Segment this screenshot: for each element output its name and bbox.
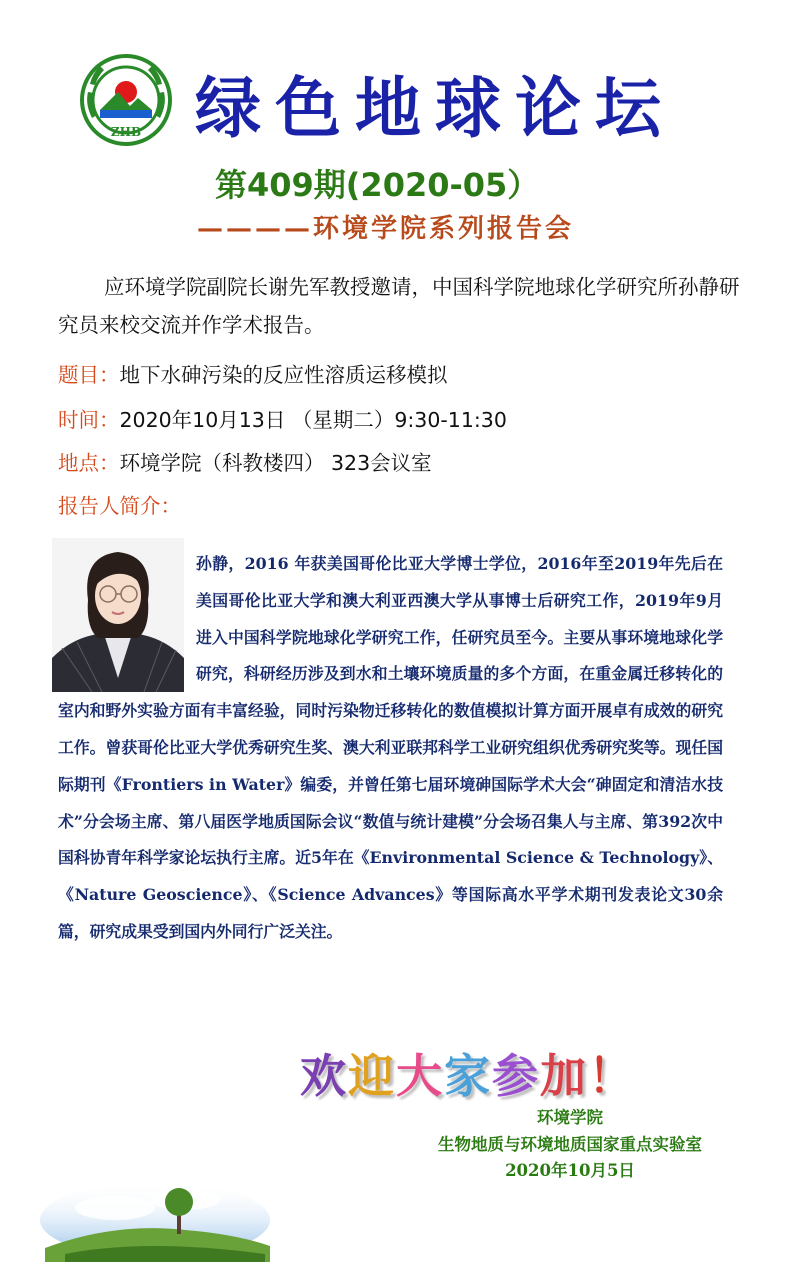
intro-paragraph — [58, 268, 748, 344]
time-label: 时间： — [58, 408, 120, 432]
place-label: 地点： — [58, 451, 120, 475]
welcome-banner — [300, 1040, 636, 1106]
topic-value: 地下水砷污染的反应性溶质运移模拟 — [119, 363, 448, 387]
zhb-logo — [80, 52, 172, 148]
time-line — [58, 403, 507, 433]
place-line — [58, 446, 432, 476]
signature-org-1: 环境学院 — [537, 1108, 603, 1127]
page-title: 绿色地球论坛 — [195, 69, 675, 147]
series-subtitle: ————环境学院系列报告会 — [197, 214, 575, 244]
signature-org-2: 生物地质与环境地质国家重点实验室 — [438, 1135, 702, 1154]
topic-label: 题目： — [58, 363, 120, 387]
landscape-decoration — [35, 1150, 275, 1262]
issue-number: 第409期(2020-05） — [215, 166, 540, 204]
welcome-char: 家 — [444, 1049, 492, 1103]
signature-date: 2020年10月5日 — [505, 1161, 635, 1180]
intro-text: 应环境学院副院长谢先军教授邀请，中国科学院地球化学研究所孙静研究员来校交流并作学术报告。 — [58, 275, 740, 337]
welcome-char: ！ — [588, 1049, 636, 1103]
welcome-char: 加 — [540, 1049, 588, 1103]
logo-text: ZHB — [110, 125, 142, 139]
place-value: 环境学院（科教楼四） 323会议室 — [119, 451, 432, 475]
bio-text: 孙静，2016 年获美国哥伦比亚大学博士学位，2016年至2019年先后在美国哥伦比亚大学和澳大利亚西澳大学从事博士后研究工作，2019年9月进入中国科学院地球化学研究工作，任研究员至今。主要从事环境地球化学研究，科研经历涉及到水和土壤环境质量的多个方面，在重金属迁移转化的室内和野外实验方面有丰富经验，同时污染物迁移转化的数值模拟计算方面开展卓有成效的研究工作。曾获哥伦比亚大学优秀研究生奖、澳大利亚联邦科学工业研究组织优秀研究奖等。现任国际期刊《Frontiers in Water》编委，并曾任第七届环境砷国际学术大会“砷固定和清洁水技术”分会场主席、第八届医学地质国际会议“数值与统计建模”分会场召集人与主席、第392次中国科协青年科学家论坛执行主席。近5年在《Environmental Science & Technology》、《Nature Geoscience》、《Science Advances》等国际高水平学术期刊发表论文30余篇，研究成果受到国内外同行广泛关注。 — [58, 554, 723, 941]
time-value: 2020年10月13日 （星期二）9:30-11:30 — [119, 408, 507, 432]
welcome-char: 欢 — [300, 1049, 348, 1103]
welcome-char: 迎 — [348, 1049, 396, 1103]
topic-line — [58, 358, 448, 388]
bio-heading: 报告人简介： — [58, 494, 181, 518]
welcome-char: 参 — [492, 1049, 540, 1103]
speaker-bio — [58, 546, 723, 951]
welcome-char: 大 — [396, 1049, 444, 1103]
